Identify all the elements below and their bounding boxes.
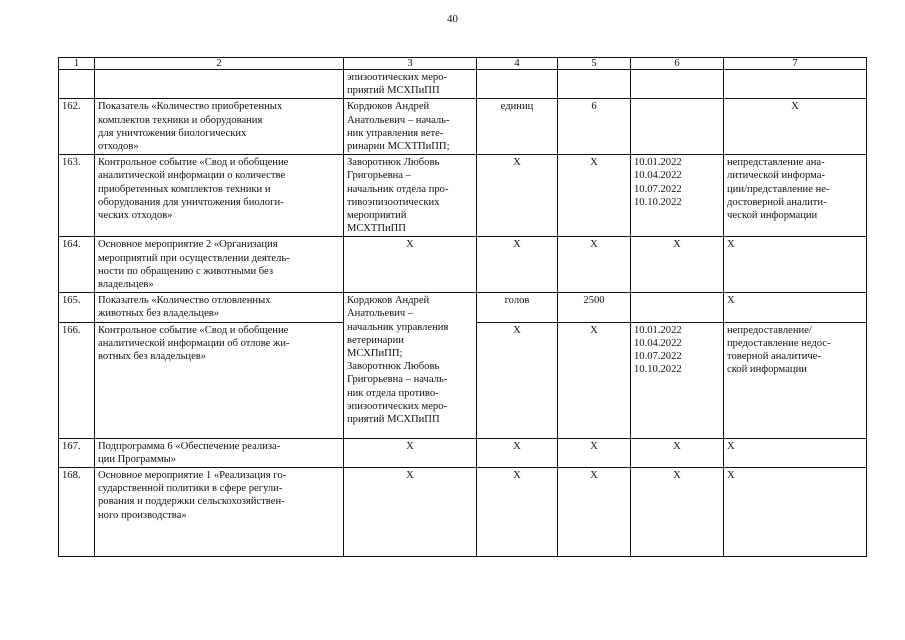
cell-value: X <box>558 468 631 557</box>
cell-responsible: Кордюков Андрей Анатольевич – начальник управления ветеринарии МСХПиПП; Заворотнюк Любовь Григорьевна – началь- ник отдела противо- эпизоотических меро- приятий МСХПиПП <box>344 293 477 438</box>
cell-dates <box>631 293 724 322</box>
cell-value: 2500 <box>558 293 631 322</box>
cell-risk: непредоставление/ предоставление недос- товерной аналитиче- ской информации <box>724 322 867 438</box>
cell-num: 165. <box>59 293 95 322</box>
cell-dates: X <box>631 438 724 467</box>
cell-responsible: X <box>344 237 477 293</box>
measures-table <box>58 57 867 557</box>
cell-unit: голов <box>477 293 558 322</box>
cell-name: Показатель «Количество отловленных животных без владельцев» <box>95 293 344 322</box>
cell-name: Контрольное событие «Свод и обобщение аналитической информации о количестве приобретенных комплектов техники и оборудования для уничтожения биологи- ческих отходов» <box>95 155 344 237</box>
cell-dates <box>631 99 724 155</box>
cell-value: X <box>558 155 631 237</box>
table-row <box>59 99 867 155</box>
cell-responsible: X <box>344 438 477 467</box>
cell-unit: X <box>477 237 558 293</box>
cell-value: X <box>558 438 631 467</box>
cell-risk: X <box>724 293 867 322</box>
cell-risk: X <box>724 468 867 557</box>
col-header-7: 7 <box>724 58 867 70</box>
col-header-6: 6 <box>631 58 724 70</box>
cell-unit: единиц <box>477 99 558 155</box>
cell-num: 162. <box>59 99 95 155</box>
cell-unit: X <box>477 438 558 467</box>
cell-name: Показатель «Количество приобретенных комплектов техники и оборудования для уничтожения биологических отходов» <box>95 99 344 155</box>
cell-name: Основное мероприятие 1 «Реализация го- сударственной политики в сфере регули- рования и поддержки сельскохозяйствен- ного производства» <box>95 468 344 557</box>
col-header-2: 2 <box>95 58 344 70</box>
cell-value: X <box>558 322 631 438</box>
col-header-5: 5 <box>558 58 631 70</box>
cell-unit: X <box>477 322 558 438</box>
cell-num: 168. <box>59 468 95 557</box>
table-row <box>59 237 867 293</box>
cell-num <box>59 70 95 99</box>
cell-risk: X <box>724 99 867 155</box>
table-row <box>59 293 867 322</box>
cell-dates: X <box>631 468 724 557</box>
cell-risk: X <box>724 438 867 467</box>
col-header-1: 1 <box>59 58 95 70</box>
cell-value: X <box>558 237 631 293</box>
cell-dates: 10.01.2022 10.04.2022 10.07.2022 10.10.2022 <box>631 322 724 438</box>
table-row <box>59 438 867 467</box>
header-row <box>59 58 867 70</box>
cell-value: 6 <box>558 99 631 155</box>
cell-responsible: Кордюков Андрей Анатольевич – началь- ник управления вете- ринарии МСХТПиПП; <box>344 99 477 155</box>
col-header-3: 3 <box>344 58 477 70</box>
cell-responsible: эпизоотических меро- приятий МСХПиПП <box>344 70 477 99</box>
cell-name <box>95 70 344 99</box>
col-header-4: 4 <box>477 58 558 70</box>
cell-name: Контрольное событие «Свод и обобщение аналитической информации об отлове жи- вотных без владельцев» <box>95 322 344 438</box>
cell-dates: X <box>631 237 724 293</box>
cell-unit: X <box>477 155 558 237</box>
cell-name: Подпрограмма 6 «Обеспечение реализа- ции Программы» <box>95 438 344 467</box>
cell-responsible: Заворотнюк Любовь Григорьевна – начальник отдела про- тивоэпизоотических мероприятий МСХТПиПП <box>344 155 477 237</box>
table-row-continuation <box>59 70 867 99</box>
table-row <box>59 155 867 237</box>
cell-num: 164. <box>59 237 95 293</box>
cell-num: 163. <box>59 155 95 237</box>
cell-dates: 10.01.2022 10.04.2022 10.07.2022 10.10.2022 <box>631 155 724 237</box>
cell-responsible: X <box>344 468 477 557</box>
cell-name: Основное мероприятие 2 «Организация мероприятий при осуществлении деятель- ности по обращению с животными без владельцев» <box>95 237 344 293</box>
table-row <box>59 468 867 557</box>
page-number: 40 <box>447 13 458 25</box>
cell-risk: непредставление ана- литической информа- ции/представление не- достоверной аналити- ческой информации <box>724 155 867 237</box>
cell-num: 167. <box>59 438 95 467</box>
cell-num: 166. <box>59 322 95 438</box>
cell-risk: X <box>724 237 867 293</box>
cell-unit: X <box>477 468 558 557</box>
